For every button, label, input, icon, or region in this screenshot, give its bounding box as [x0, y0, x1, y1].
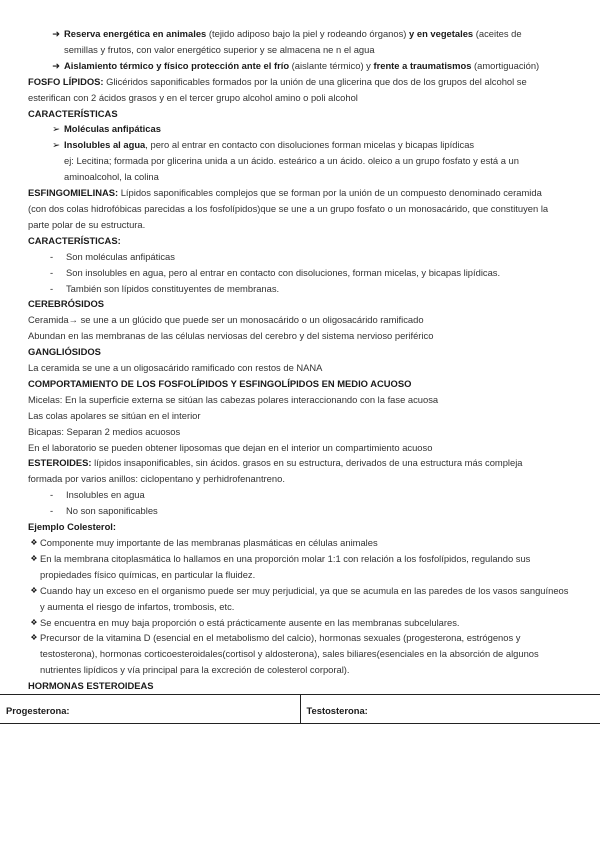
arrow-icon: ➜: [52, 59, 60, 71]
diamond-bullet-icon: ❖: [30, 617, 38, 627]
reserva-text-2: (aceites de: [473, 28, 522, 39]
bullet-reserva-energetica: [48, 26, 576, 42]
list-item-text: Son insolubles en agua, pero al entrar en contacto con disoluciones, forman micelas, y bicapas lipídicas.: [66, 266, 501, 278]
dash-icon: -: [50, 250, 54, 262]
colesterol-item-text: Cuando hay un exceso en el organismo puede ser muy perjudicial, ya que se acumula en las paredes de los vasos sanguíneos: [40, 584, 569, 596]
reserva-text-1: (tejido adiposo bajo la piel y rodeando órganos): [206, 28, 410, 39]
comportamiento-line-3: Bicapas: Separan 2 medios acuosos: [28, 425, 181, 437]
esfingomielinas-continuation-1: (con dos colas hidrofóbicas parecidas a los fosfolípidos)que se une a un grupo fosfato o un monosacárido, que constituyen la: [28, 202, 549, 214]
esfingomielinas-text: Lípidos saponificables complejos que se forman por la unión de un compuesto denominado ceramida: [118, 187, 542, 199]
dash-icon: -: [50, 282, 54, 294]
diamond-bullet-icon: ❖: [30, 538, 38, 547]
table-cell-testosterona: Testosterona:: [300, 695, 600, 723]
document-body: [28, 26, 576, 694]
cerebrosidos-line-2: Abundan en las membranas de las células nerviosas del cerebro y del sistema nervioso periférico: [28, 330, 434, 342]
comportamiento-line-1: Micelas: En la superficie externa se sitúan las cabezas polares interaccionando con la fase acuosa: [28, 393, 439, 405]
esteroides-text: lípidos insaponificables, sin ácidos. grasos en su estructura, derivados de una estructura más compleja: [91, 457, 523, 469]
diamond-bullet-icon: ❖: [30, 633, 38, 643]
diamond-bullet-icon: ❖: [30, 585, 38, 595]
cerebrosidos-title: CEREBRÓSIDOS: [28, 298, 105, 310]
fosfolipidos-continuation: esterifican con 2 ácidos grasos y en el tercer grupo alcohol amino o poli alcohol: [28, 91, 358, 103]
list-item: [48, 249, 576, 265]
list-item: [48, 281, 576, 297]
list-item-text: Son moléculas anfipáticas: [66, 250, 175, 262]
table-cell-progesterona: Progesterona:: [6, 705, 70, 716]
gangliosidos-title: GANGLIÓSIDOS: [28, 346, 101, 358]
colesterol-item-text: Se encuentra en muy baja proporción o está prácticamente ausente en las membranas subcelulares.: [40, 616, 460, 628]
fosfolipidos-item-anfipaticas: [48, 121, 576, 137]
list-item-text: Insolubles en agua: [66, 489, 145, 501]
hormonas-table: [0, 694, 600, 724]
esfingomielinas-definition: [28, 185, 576, 201]
fosfolipidos-caracteristicas-heading: CARACTERÍSTICAS: [28, 107, 118, 119]
list-item-text: También son lípidos constituyentes de membranas.: [66, 282, 280, 294]
dash-icon: -: [50, 266, 54, 278]
colesterol-item-3: [28, 583, 576, 599]
esteroides-continuation: formada por varios anillos: ciclopentano y perhidrofenantreno.: [28, 473, 285, 485]
fosfolipidos-text: Glicéridos saponificables formados por la unión de una glicerina que dos de los grupos del alcohol se: [103, 75, 527, 87]
list-item: [48, 503, 576, 519]
aislamiento-text-1: (aislante térmico) y: [289, 59, 374, 71]
diamond-bullet-icon: ❖: [30, 553, 38, 563]
esfingomielinas-title: ESFINGOMIELINAS:: [28, 187, 119, 199]
colesterol-item-5-cont-1: testosterona), hormonas corticoesteroidales(cortisol y aldosterona), sales biliares(esenciales en la absorción de algunos: [40, 648, 539, 660]
arrow-icon: ➜: [52, 28, 60, 39]
bullet-arrow-icon: ➢: [52, 139, 60, 151]
colesterol-item-4: [28, 615, 576, 631]
reserva-continuation: semillas y frutos, con valor energético superior y se almacena ne n el agua: [64, 43, 375, 55]
aislamiento-bold-1: Aislamiento térmico y físico protección ante el frío: [64, 59, 290, 71]
bullet-aislamiento: [48, 58, 576, 74]
colesterol-item-2-cont: propiedades físico químicas, en particular la fluidez.: [40, 568, 256, 580]
fosfolipidos-item-2-text: , pero al entrar en contacto con disoluciones forman micelas y bicapas lipídicas: [145, 139, 475, 151]
dash-icon: -: [50, 489, 54, 501]
esteroides-definition: [28, 455, 576, 471]
dash-icon: -: [50, 505, 54, 517]
hormonas-title: HORMONAS ESTEROIDEAS: [28, 680, 154, 692]
cerebrosidos-line-1: Ceramida→ se une a un glúcido que puede ser un monosacárido o un oligosacárido ramificado: [28, 314, 424, 326]
esfingomielinas-caracteristicas-heading: CARACTERÍSTICAS:: [28, 234, 121, 246]
aislamiento-bold-2: frente a traumatismos: [373, 59, 472, 71]
fosfolipidos-item-2-bold: Insolubles al agua: [64, 139, 146, 151]
fosfolipidos-item-1-text: Moléculas anfipáticas: [64, 123, 161, 135]
colesterol-item-3-cont: y aumenta el riesgo de infartos, trombosis, etc.: [40, 600, 235, 612]
colesterol-item-text: En la membrana citoplasmática lo hallamos en una proporción molar 1:1 con relación a los fosfolípidos, regulando sus: [40, 552, 531, 564]
colesterol-item-5: [28, 630, 576, 646]
fosfolipidos-item-2-example: ej: Lecitina; formada por glicerina unida a un ácido. esteárico a un ácido. oleico a un grupo fosfato y está a un: [64, 155, 519, 167]
comportamiento-title: COMPORTAMIENTO DE LOS FOSFOLÍPIDOS Y ESFINGOLÍPIDOS EN MEDIO ACUOSO: [28, 377, 412, 389]
fosfolipidos-title: FOSFO LÍPIDOS:: [28, 75, 104, 87]
list-item-text: No son saponificables: [66, 505, 158, 517]
colesterol-title: Ejemplo Colesterol:: [28, 521, 117, 533]
colesterol-item-1: [28, 535, 576, 551]
comportamiento-line-2: Las colas apolares se sitúan en el interior: [28, 409, 201, 421]
colesterol-item-2: [28, 551, 576, 567]
fosfolipidos-item-insolubles: [48, 137, 576, 153]
comportamiento-line-4: En el laboratorio se pueden obtener liposomas que dejan en el interior un compartimiento acuoso: [28, 441, 433, 453]
list-item: [48, 265, 576, 281]
bullet-arrow-icon: ➢: [52, 123, 60, 135]
reserva-bold-2: y en vegetales: [409, 28, 474, 39]
aislamiento-text-2: (amortiguación): [471, 59, 540, 71]
list-item: [48, 487, 576, 503]
esteroides-title: ESTEROIDES:: [28, 457, 92, 469]
reserva-bold-1: Reserva energética en animales: [64, 28, 207, 39]
fosfolipidos-definition: [28, 74, 576, 90]
esfingomielinas-continuation-2: parte polar de su estructura.: [28, 218, 146, 230]
colesterol-item-text: Componente muy importante de las membranas plasmáticas en células animales: [40, 537, 378, 548]
colesterol-item-5-cont-2: nutrientes lipídicos y vía principal para la excreción de colesterol corporal).: [40, 664, 350, 676]
gangliosidos-line-1: La ceramida se une a un oligosacárido ramificado con restos de NANA: [28, 362, 323, 374]
fosfolipidos-item-2-example-cont: aminoalcohol, la colina: [64, 171, 159, 183]
colesterol-item-text: Precursor de la vitamina D (esencial en el metabolismo del calcio), hormonas sexuales (progesterona, estrógenos y: [40, 632, 521, 644]
